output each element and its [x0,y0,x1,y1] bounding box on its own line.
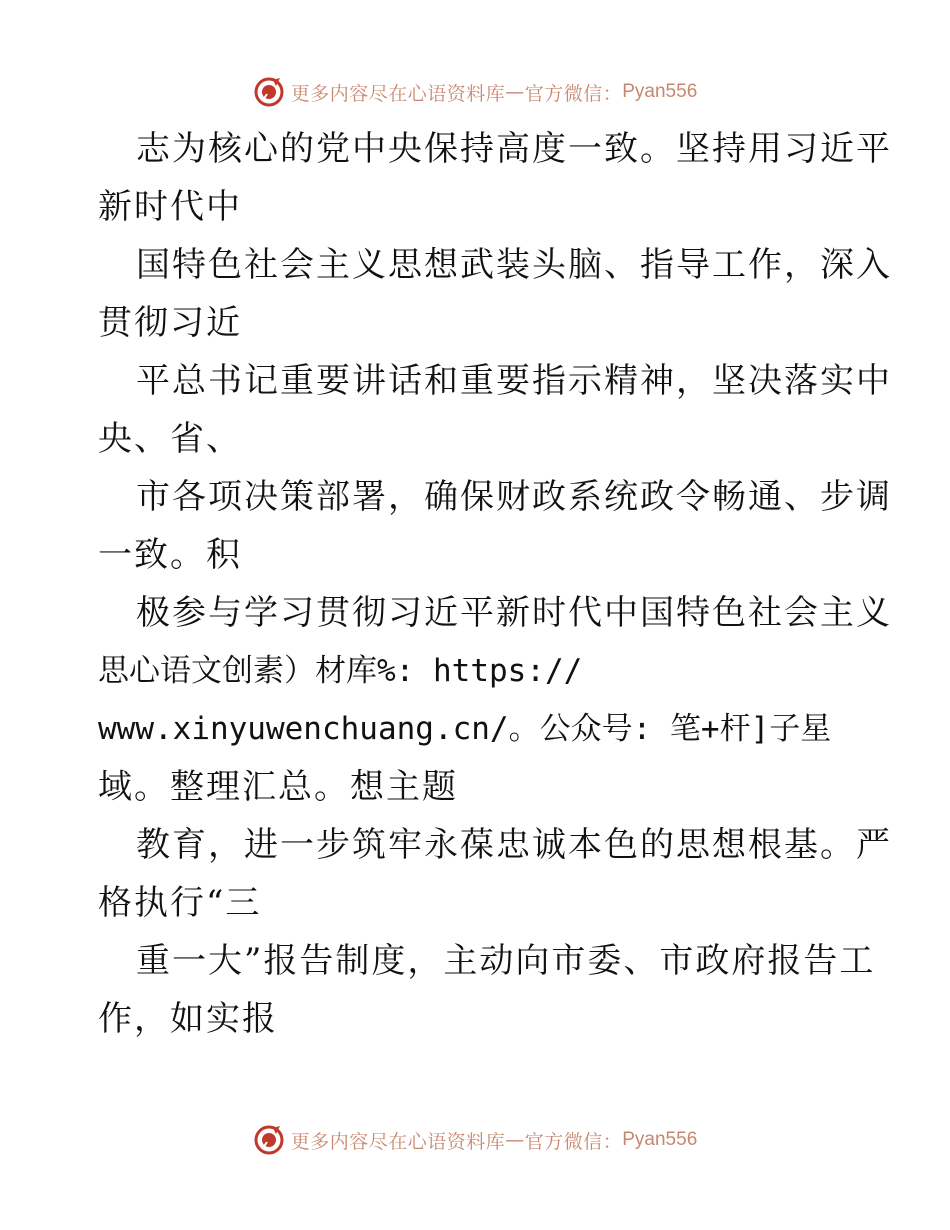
document-body [98,120,892,1048]
watermark-main-text: 更多内容尽在心语资料库 [290,82,506,105]
body-line: 平总书记重要讲话和重要指示精神，坚决落实中 [136,361,892,401]
watermark-wechat-id: Pyan556 [622,81,698,102]
watermark-official-label: 官方微信： [524,1130,623,1153]
watermark-dash: — [505,1129,525,1151]
footer-watermark [0,1120,950,1160]
watermark-main-text: 更多内容尽在心语资料库 [290,1130,506,1153]
body-line: www.xinyuwenchuang.cn/。公众号: 笔+杆]子星 [98,711,832,747]
watermark-official-label: 官方微信： [524,82,623,105]
body-line: 极参与学习贯彻习近平新时代中国特色社会主义 [136,593,892,633]
quill-circle-logo-icon [253,1124,285,1156]
body-line: 新时代中 [98,187,242,227]
body-line: 志为核心的党中央保持高度一致。坚持用习近平 [136,129,892,169]
body-line: 格执行“三 [98,883,262,923]
watermark-wechat-id: Pyan556 [622,1129,698,1150]
body-line: 重一大”报告制度，主动向市委、市政府报告工 [136,941,876,981]
body-line: 一致。积 [98,535,242,575]
body-line: 央、省、 [98,419,242,459]
header-watermark [0,72,950,112]
quill-circle-logo-icon [253,76,285,108]
body-line: 域。整理汇总。想主题 [98,767,458,807]
body-line: 教育，进一步筑牢永葆忠诚本色的思想根基。严 [136,825,892,865]
body-line: 贯彻习近 [98,303,242,343]
body-line: 国特色社会主义思想武装头脑、指导工作，深入 [136,245,892,285]
watermark-dash: — [505,81,525,103]
body-line: 市各项决策部署，确保财政系统政令畅通、步调 [136,477,892,517]
body-line: 作，如实报 [98,999,278,1039]
body-line: 思心语文创素）材库%: https:// [98,653,583,689]
